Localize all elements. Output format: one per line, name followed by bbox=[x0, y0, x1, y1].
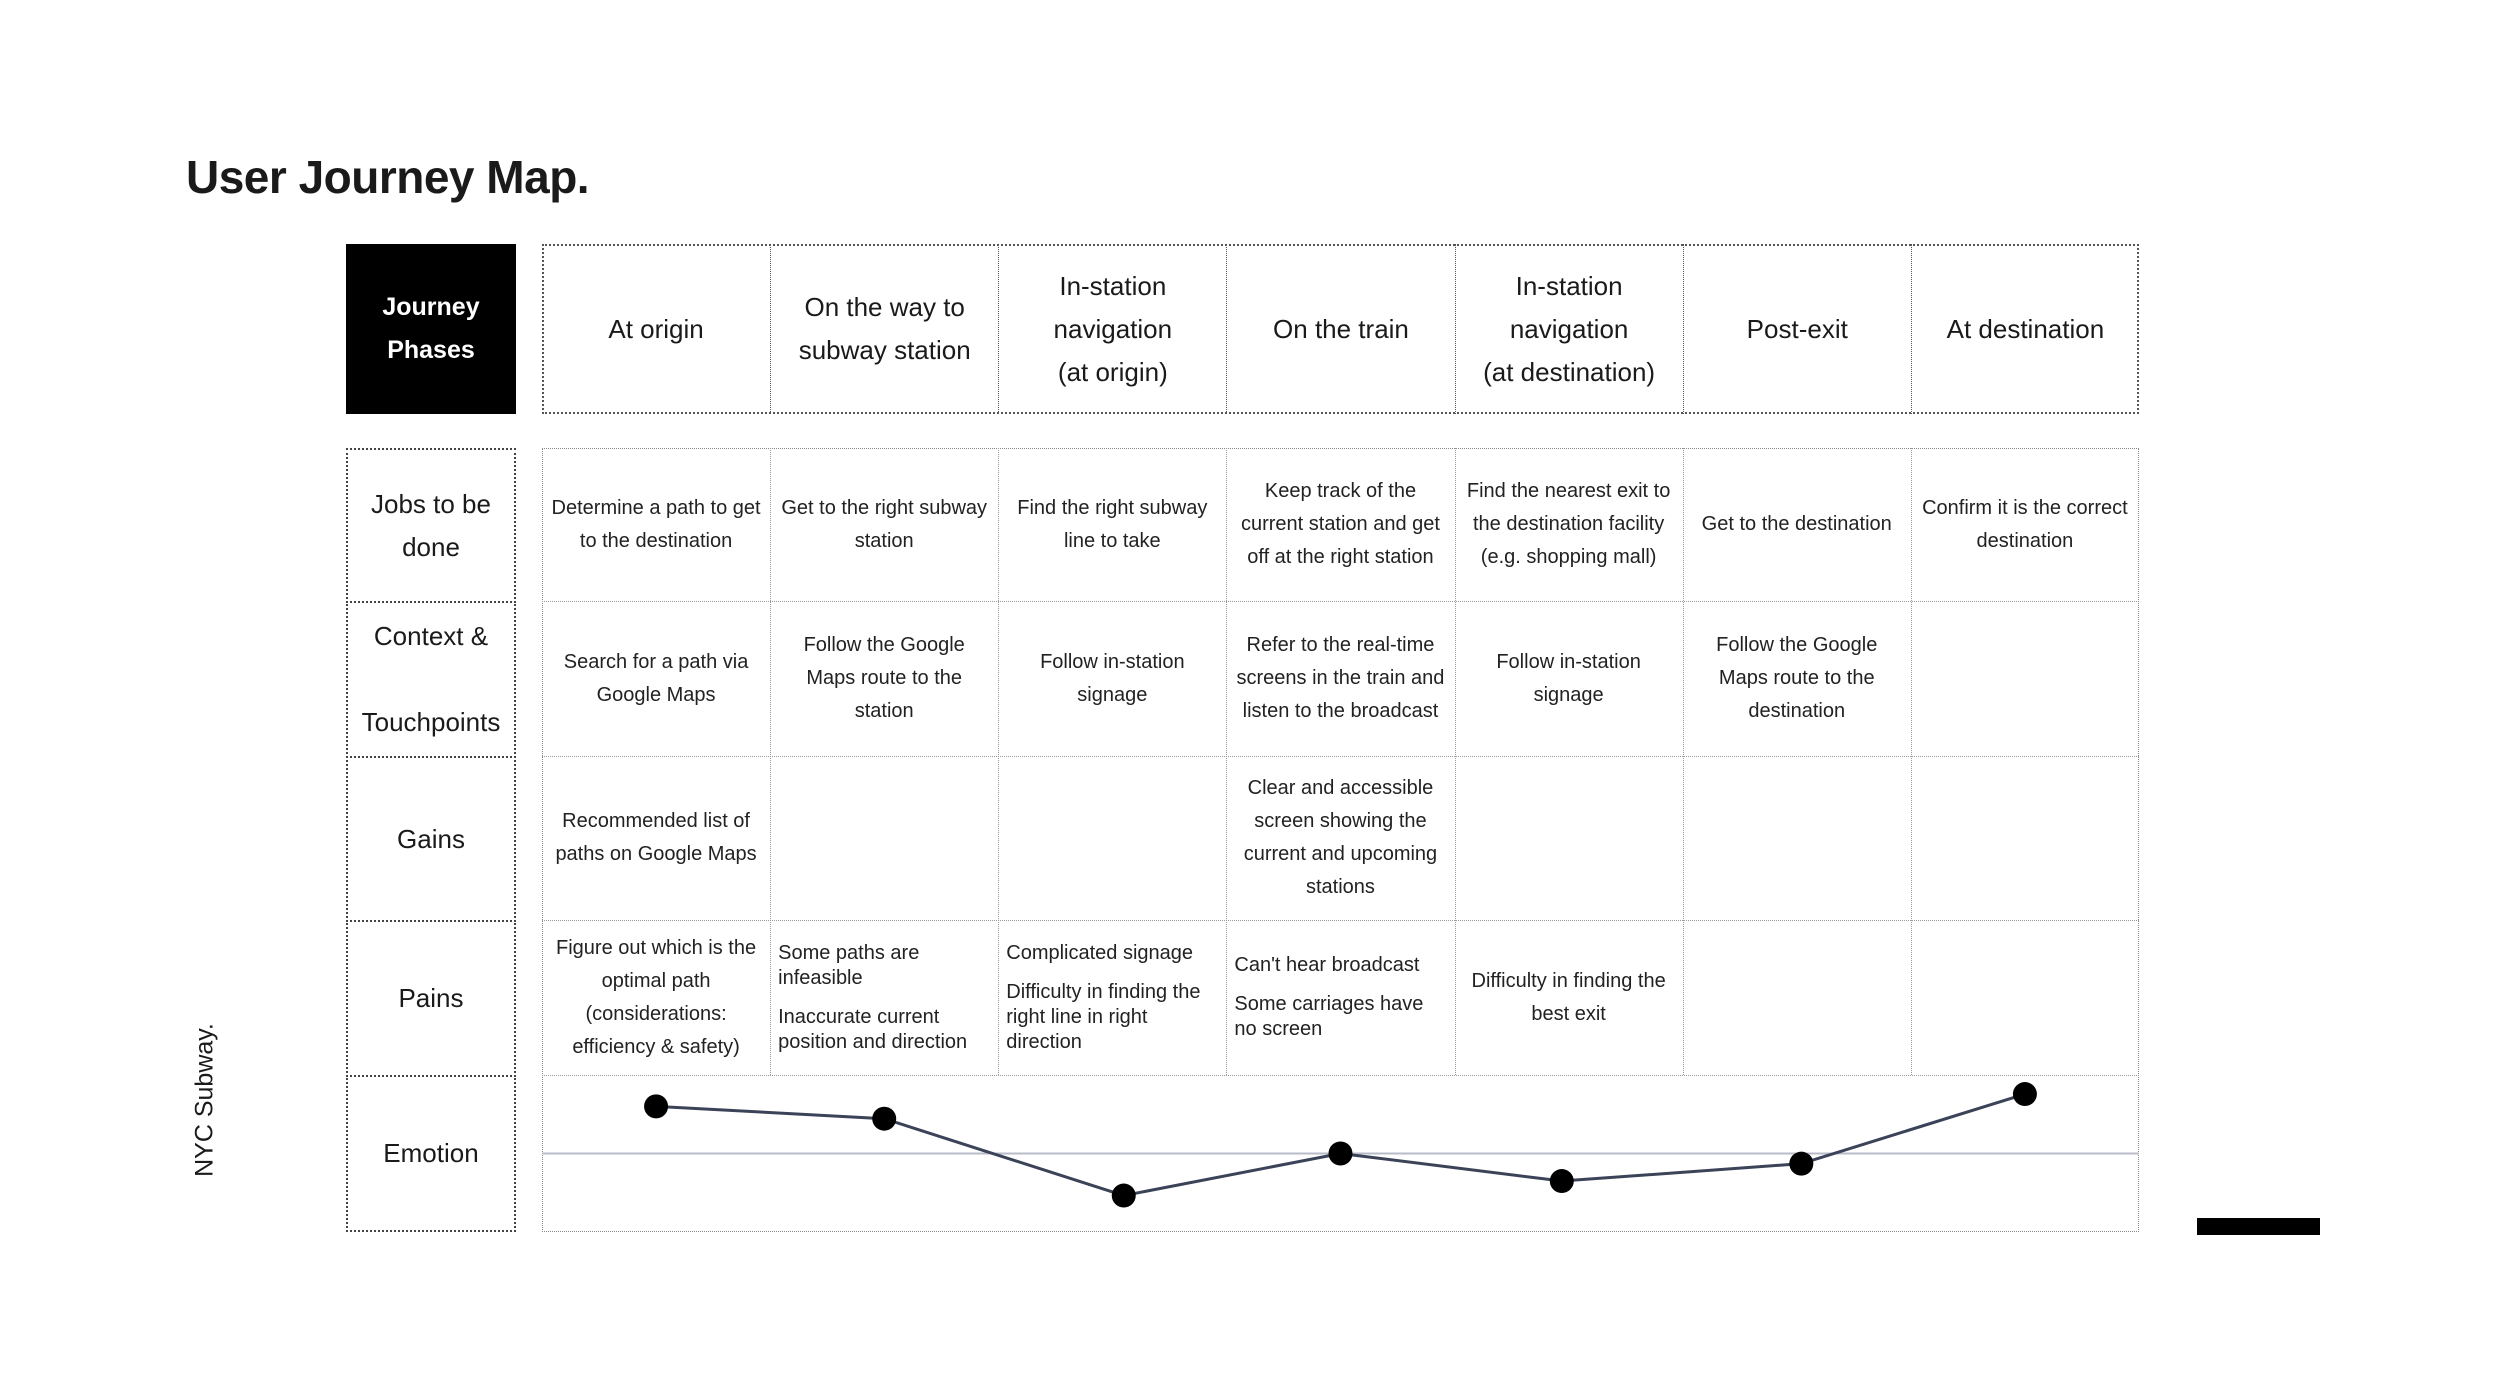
phase-header-text: Post-exit bbox=[1746, 313, 1848, 344]
pain-point-text: Inaccurate current position and direction bbox=[778, 1005, 968, 1053]
cell-text: Recommended list of paths on Google Maps bbox=[555, 810, 757, 865]
emotion-point-4 bbox=[1328, 1142, 1352, 1166]
cell-text: Search for a path via Google Maps bbox=[563, 650, 749, 706]
cell-text: Find the right subway line to take bbox=[1017, 496, 1208, 552]
phase-header-text: In-station navigation (at origin) bbox=[1053, 270, 1173, 387]
cell-text: Determine a path to get to the destination bbox=[551, 496, 761, 552]
cell-text: Get to the destination bbox=[1701, 513, 1892, 535]
row-label-text: Pains bbox=[398, 983, 464, 1013]
emotion-point-5 bbox=[1550, 1169, 1574, 1193]
emotion-point-1 bbox=[644, 1094, 668, 1118]
side-label: NYC Subway. bbox=[190, 1023, 219, 1177]
cell-text: Follow the Google Maps route to the station bbox=[803, 634, 965, 722]
phase-header-text: At origin bbox=[608, 313, 704, 344]
row-label-text: Emotion bbox=[383, 1138, 479, 1168]
phase-header-text: On the train bbox=[1273, 313, 1409, 344]
cell-text: Confirm it is the correct destination bbox=[1922, 496, 2128, 552]
phase-header-text: In-station navigation (at destination) bbox=[1483, 270, 1656, 387]
journey-phases-text: Journey Phases bbox=[382, 293, 480, 364]
emotion-point-3 bbox=[1112, 1184, 1136, 1208]
cell-text: Follow in-station signage bbox=[1040, 650, 1185, 706]
cell-text: Find the nearest exit to the destination facility (e.g. shopping mall) bbox=[1466, 480, 1671, 568]
row-label-text: Jobs to be done bbox=[371, 488, 491, 562]
pain-point-text: Some paths are infeasible bbox=[778, 941, 920, 989]
emotion-point-2 bbox=[872, 1107, 896, 1131]
pain-point-text: Can't hear broadcast bbox=[1234, 954, 1420, 976]
emotion-point-7 bbox=[2013, 1082, 2037, 1106]
cell-text: Follow the Google Maps route to the destination bbox=[1716, 634, 1878, 722]
pain-point-text: Figure out which is the optimal path (considerations: efficiency & safety) bbox=[556, 936, 757, 1058]
cell-text: Refer to the real-time screens in the train and listen to the broadcast bbox=[1236, 634, 1445, 722]
page-title: User Journey Map. bbox=[186, 151, 590, 203]
cell-text: Get to the right subway station bbox=[781, 496, 988, 552]
row-label-text: Context & Touchpoints bbox=[361, 621, 501, 737]
cell-text: Clear and accessible screen showing the current and upcoming stations bbox=[1243, 777, 1438, 898]
pain-point-text: Difficulty in finding the right line in right direction bbox=[1006, 980, 1201, 1053]
cell-text: Follow in-station signage bbox=[1496, 650, 1641, 706]
phase-header-text: At destination bbox=[1946, 313, 2105, 344]
cell-text: Keep track of the current station and get off at the right station bbox=[1240, 480, 1440, 568]
pain-point-text: Difficulty in finding the best exit bbox=[1471, 969, 1666, 1025]
row-label-text: Gains bbox=[397, 823, 465, 854]
phase-header-text: On the way to subway station bbox=[798, 292, 971, 365]
pain-point-text: Some carriages have no screen bbox=[1234, 993, 1424, 1040]
pain-point-text: Complicated signage bbox=[1006, 941, 1194, 964]
emotion-point-6 bbox=[1789, 1152, 1813, 1176]
